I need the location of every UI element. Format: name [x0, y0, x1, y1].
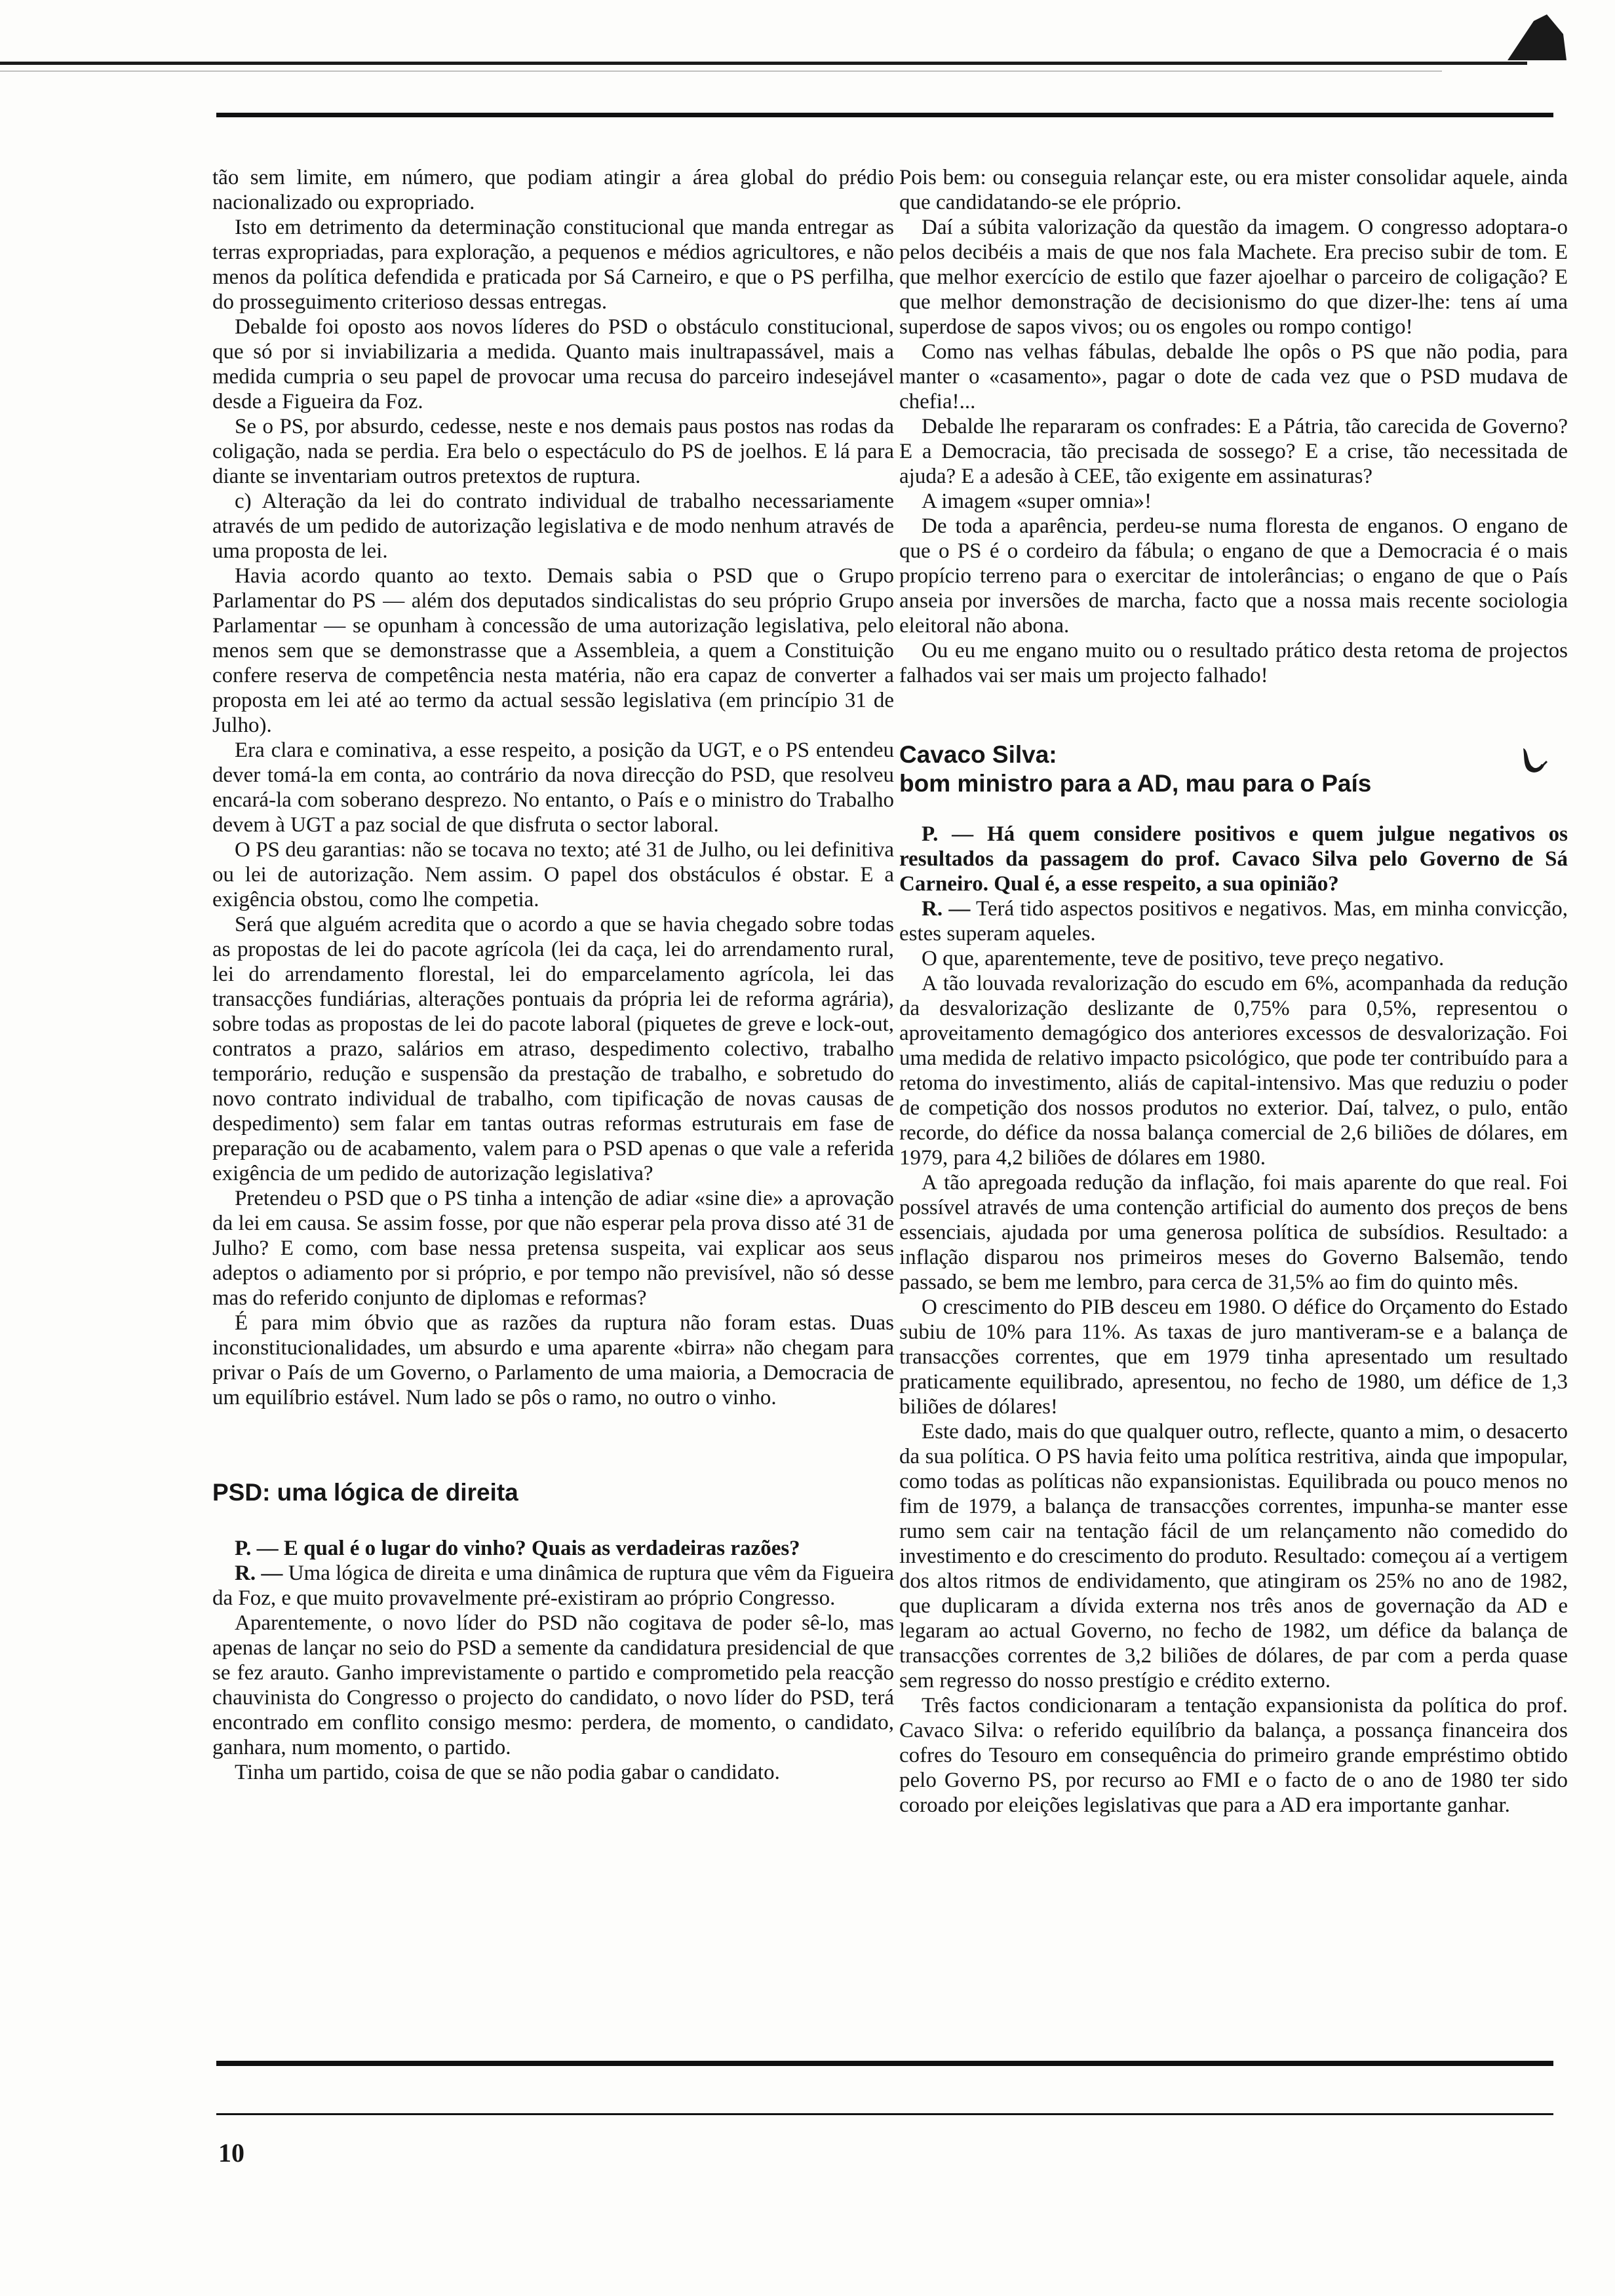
question-text: Há quem considere positivos e quem julgue negativos os resultados da passagem do prof. Cavaco Silva pelo Governo de Sá Carneiro. Qual é, a esse respeito, a sua opinião? [899, 822, 1568, 896]
paragraph: O crescimento do PIB desceu em 1980. O défice do Orçamento do Estado subiu de 10% para 11%. As taxas de juro mantiveram-se e a balança de transacções correntes, que em 1979 tinha apresentado um resultado praticamente equilibrado, apresentou, no fecho de 1980, um défice de 1,3 biliões de dólares! [899, 1295, 1568, 1419]
paragraph: Isto em detrimento da determinação constitucional que manda entregar as terras expropriadas, para exploração, a pequenos e médios agricultores, e não menos da política defendida e praticada por Sá Carneiro, e que o PS perfilha, do prosseguimento criterioso dessas entregas. [212, 216, 894, 314]
paragraph: Era clara e cominativa, a esse respeito, a posição da UGT, e o PS entendeu dever tomá-la em conta, ao contrário da nova direcção do PSD, que resolveu encará-la com soberano desprezo. No entanto, o País e o ministro do Trabalho devem à UGT a paz social de que disfruta o sector laboral. [212, 738, 894, 837]
paragraph: A tão louvada revalorização do escudo em 6%, acompanhada da redução da desvalorização deslizante de 0,75% para 0,5%, representou o aproveitamento demagógico dos anteriores excessos de desvalorização. Foi uma medida de relativo impacto psicológico, que pode ter contribuído para a retoma do investimento, aliás de capital-intensivo. Mas que reduziu o poder de competição dos nossos produtos no exterior. Daí, talvez, o pulo, então recorde, do défice da nossa balança comercial de 2,6 biliões de dólares, em 1979, para 4,2 biliões de dólares em 1980. [899, 972, 1568, 1170]
paragraph: A imagem «super omnia»! [922, 489, 1152, 513]
scan-edge-line [0, 62, 1527, 65]
paragraph: Este dado, mais do que qualquer outro, reflecte, quanto a mim, o desacerto da sua política. O PS havia feito uma política restritiva, ainda que impopular, como todas as políticas não expansionistas. Equilibrada ou pouco menos no fim de 1979, a balança de transacções correntes, impunha-se manter esse rumo sem cair na tentação fácil de um relançamento não comedido do investimento e do crescimento do produto. Resultado: começou aí a vertigem dos altos ritmos de endividamento, que atingiram os 25% no ano de 1982, que duplicaram a dívida externa nos três anos de governação da AD e legaram ao actual Governo, no fecho de 1982, um défice da balança de transacções correntes de 3,2 biliões de dólares, de par com a perda quase sem regresso do nosso prestígio e crédito externo. [899, 1420, 1568, 1693]
paragraph: Tinha um partido, coisa de que se não podia gabar o candidato. [235, 1761, 780, 1784]
paragraph: Aparentemente, o novo líder do PSD não cogitava de poder sê-lo, mas apenas de lançar no seio do PSD a semente da candidatura presidencial de que se fez arauto. Ganho imprevistamente o partido e comprometido pela reacção chauvinista do Congresso o projecto do candidato, o novo líder do PSD, terá encontrado em conflito consigo mesmo: perdera, de momento, o candidato, ganhara, num momento, o partido. [212, 1611, 894, 1759]
question-label: P. — [922, 822, 974, 846]
page-number: 10 [218, 2138, 244, 2168]
section-heading-line: Cavaco Silva: [899, 741, 1057, 768]
paragraph: Daí a súbita valorização da questão da imagem. O congresso adoptara-o pelos decibéis a mais de que nos fala Machete. Era preciso subir de tom. E que melhor exercício de estilo que fazer ajoelhar o parceiro de coligação? E que melhor demonstração de decisionismo do que dizer-lhe: tens aí uma superdose de sapos vivos; ou os engoles ou rompo contigo! [899, 216, 1568, 339]
paragraph: Pois bem: ou conseguia relançar este, ou era mister consolidar aquele, ainda que candidatando-se ele próprio. [899, 166, 1568, 214]
paragraph: Como nas velhas fábulas, debalde lhe opôs o PS que não podia, para manter o «casamento», pagar o dote de cada vez que o PSD mudava de chefia!... [899, 340, 1568, 413]
answer-label: R. — [235, 1561, 283, 1585]
answer-label: R. — [922, 897, 971, 921]
right-column-body [899, 165, 1568, 688]
paragraph: A tão apregoada redução da inflação, foi mais aparente do que real. Foi possível através de uma contenção artificial do aumento dos preços de bens essenciais, ajudada por uma generosa política de subsídios. Resultado: a inflação disparou nos primeiros meses do Governo Balsemão, tendo passado, se bem me lembro, para cerca de 31,5% ao fim do quinto mês. [899, 1171, 1568, 1294]
paragraph: É para mim óbvio que as razões da ruptura não foram estas. Duas inconstitucionalidades, um absurdo e uma aparente «birra» não chegam para privar o País de um Governo, o Parlamento de uma maioria, a Democracia de um equilíbrio estável. Num lado se pôs o ramo, no outro o vinho. [212, 1311, 894, 1409]
paragraph: Se o PS, por absurdo, cedesse, neste e nos demais paus postos nas rodas da coligação, nada se perdia. Era belo o espectáculo do PS de joelhos. E lá para diante se inventariam outros pretextos de ruptura. [212, 415, 894, 488]
interview-answer [212, 1561, 894, 1611]
left-column [212, 165, 894, 1785]
paragraph: Debalde foi oposto aos novos líderes do PSD o obstáculo constitucional, que só por si inviabilizaria a medida. Quanto mais inultrapassável, mais a medida cumpria o seu papel de provocar uma recusa do parceiro indesejável desde a Figueira da Foz. [212, 315, 894, 413]
section-heading: PSD: uma lógica de direita [212, 1479, 518, 1506]
paragraph: Havia acordo quanto ao texto. Demais sabia o PSD que o Grupo Parlamentar do PS — além dos deputados sindicalistas do seu próprio Grupo Parlamentar — se opunham à concessão de uma autorização legislativa, pelo menos sem que se demonstrasse que a Assembleia, a quem a Constituição confere reserva de competência nesta matéria, não era capaz de converter a proposta em lei até ao termo da actual sessão legislativa (em princípio 31 de Julho). [212, 564, 894, 737]
paragraph: O que, aparentemente, teve de positivo, teve preço negativo. [922, 947, 1445, 970]
interview-question [899, 822, 1568, 896]
paragraph: Ou eu me engano muito ou o resultado prático desta retoma de projectos falhados vai ser mais um projecto falhado! [899, 639, 1568, 687]
right-column [899, 165, 1568, 1818]
paragraph: c) Alteração da lei do contrato individual de trabalho necessariamente através de um pedido de autorização legislativa e de modo nenhum através de uma proposta de lei. [212, 489, 894, 563]
interview-question [212, 1536, 894, 1561]
bottom-thin-rule [216, 2113, 1553, 2115]
paragraph: O PS deu garantias: não se tocava no texto; até 31 de Julho, ou lei definitiva ou lei de autorização. Nem assim. O papel dos obstáculos é obstar. E a exigência obstou, como lhe competia. [212, 838, 894, 911]
end-of-article-icon [1519, 746, 1548, 775]
question-text: E qual é o lugar do vinho? Quais as verdadeiras razões? [283, 1537, 800, 1560]
section-heading [899, 740, 1568, 798]
paragraph: De toda a aparência, perdeu-se numa floresta de enganos. O engano de que o PS é o cordeiro da fábula; o engano de que a Democracia é o mais propício terreno para o exercitar de intolerâncias; o engano de que o País anseia por inversões de marcha, facto que a nossa mais recente sociologia eleitoral não abona. [899, 514, 1568, 638]
paragraph: Debalde lhe repararam os confrades: E a Pátria, tão carecida de Governo? E a Democracia, tão precisada de sossego? E a crise, tão necessitada de ajuda? E a adesão à CEE, tão exigente em assinaturas? [899, 415, 1568, 488]
left-column-body [212, 165, 894, 1410]
scan-corner-mark [1508, 8, 1566, 60]
top-rule [216, 113, 1553, 117]
paragraph: Pretendeu o PSD que o PS tinha a intenção de adiar «sine die» a aprovação da lei em causa. Se assim fosse, por que não esperar pela prova disso até 31 de Julho? E como, com base nessa pretensa suspeita, vai explicar aos seus adeptos o adiamento por si próprio, e por tempo não previsível, não só desse mas do referido conjunto de diplomas e reformas? [212, 1187, 894, 1310]
bottom-rule [216, 2061, 1553, 2066]
interview-answer [899, 896, 1568, 946]
answer-text: Terá tido aspectos positivos e negativos. Mas, em minha convicção, estes superam aqueles. [899, 897, 1568, 946]
section-heading-line: bom ministro para a AD, mau para o País [899, 770, 1372, 797]
question-label: P. — [235, 1537, 279, 1560]
paragraph: tão sem limite, em número, que podiam atingir a área global do prédio nacionalizado ou expropriado. [212, 166, 894, 214]
answer-text: Uma lógica de direita e uma dinâmica de ruptura que vêm da Figueira da Foz, e que muito provavelmente pré-existiram ao próprio Congresso. [212, 1561, 894, 1610]
paragraph: Três factos condicionaram a tentação expansionista da política do prof. Cavaco Silva: o referido equilíbrio da balança, a possança financeira dos cofres do Tesouro em consequência do primeiro grande empréstimo obtido pelo Governo PS, por recurso ao FMI e o facto de o ano de 1980 ter sido coroado por eleições legislativas que para a AD era importante ganhar. [899, 1694, 1568, 1817]
paragraph: Será que alguém acredita que o acordo a que se havia chegado sobre todas as propostas de lei do pacote agrícola (lei da caça, lei do arrendamento rural, lei do arrendamento florestal, lei do emparcelamento agrícola, lei das transacções fundiárias, alterações pontuais da própria lei de reforma agrária), sobre todas as propostas de lei do pacote laboral (piquetes de greve e lock-out, contratos a prazo, salários em atraso, despedimento colectivo, trabalho temporário, redução e suspensão da prestação de trabalho, e sobretudo do novo contrato individual de trabalho, com tipificação de novas causas de despedimento) sem falar em tantas outras reformas estruturais em fase de preparação ou de acabamento, valem para o PSD apenas o que vale a referida exigência de um pedido de autorização legislativa? [212, 913, 894, 1185]
